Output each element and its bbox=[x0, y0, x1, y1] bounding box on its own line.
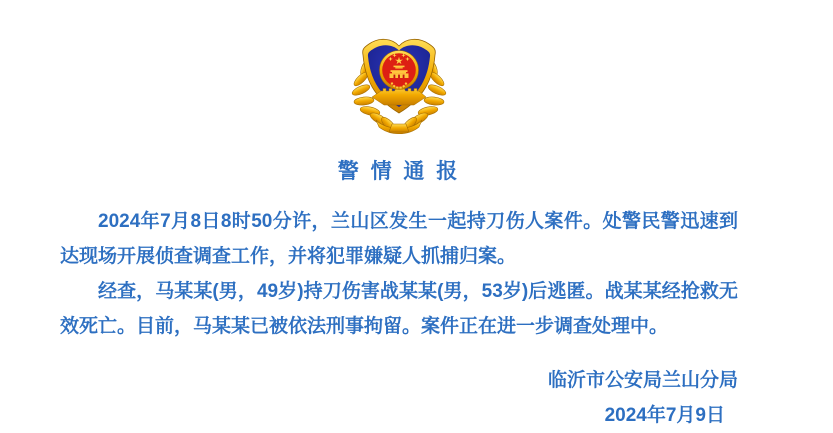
notice-title: 警 情 通 报 bbox=[337, 160, 461, 183]
notice-signoff bbox=[60, 363, 738, 433]
notice-body bbox=[60, 204, 738, 344]
issue-date: 2024年7月9日 bbox=[604, 405, 725, 426]
police-badge-icon bbox=[346, 32, 452, 142]
issuer-name: 临沂市公安局兰山分局 bbox=[547, 370, 738, 391]
notice-paragraph-2: 经查，马某某(男，49岁)持刀伤害战某某(男，53岁)后逃匿。战某某经抢救无效死亡。目前，马某某已被依法刑事拘留。案件正在进一步调查处理中。 bbox=[60, 281, 738, 337]
police-notice-page bbox=[60, 0, 738, 430]
police-badge-svg bbox=[346, 32, 452, 142]
notice-paragraph-1: 2024年7月8日8时50分许，兰山区发生一起持刀伤人案件。处警民警迅速到达现场开展侦查调查工作，并将犯罪嫌疑人抓捕归案。 bbox=[60, 211, 738, 267]
